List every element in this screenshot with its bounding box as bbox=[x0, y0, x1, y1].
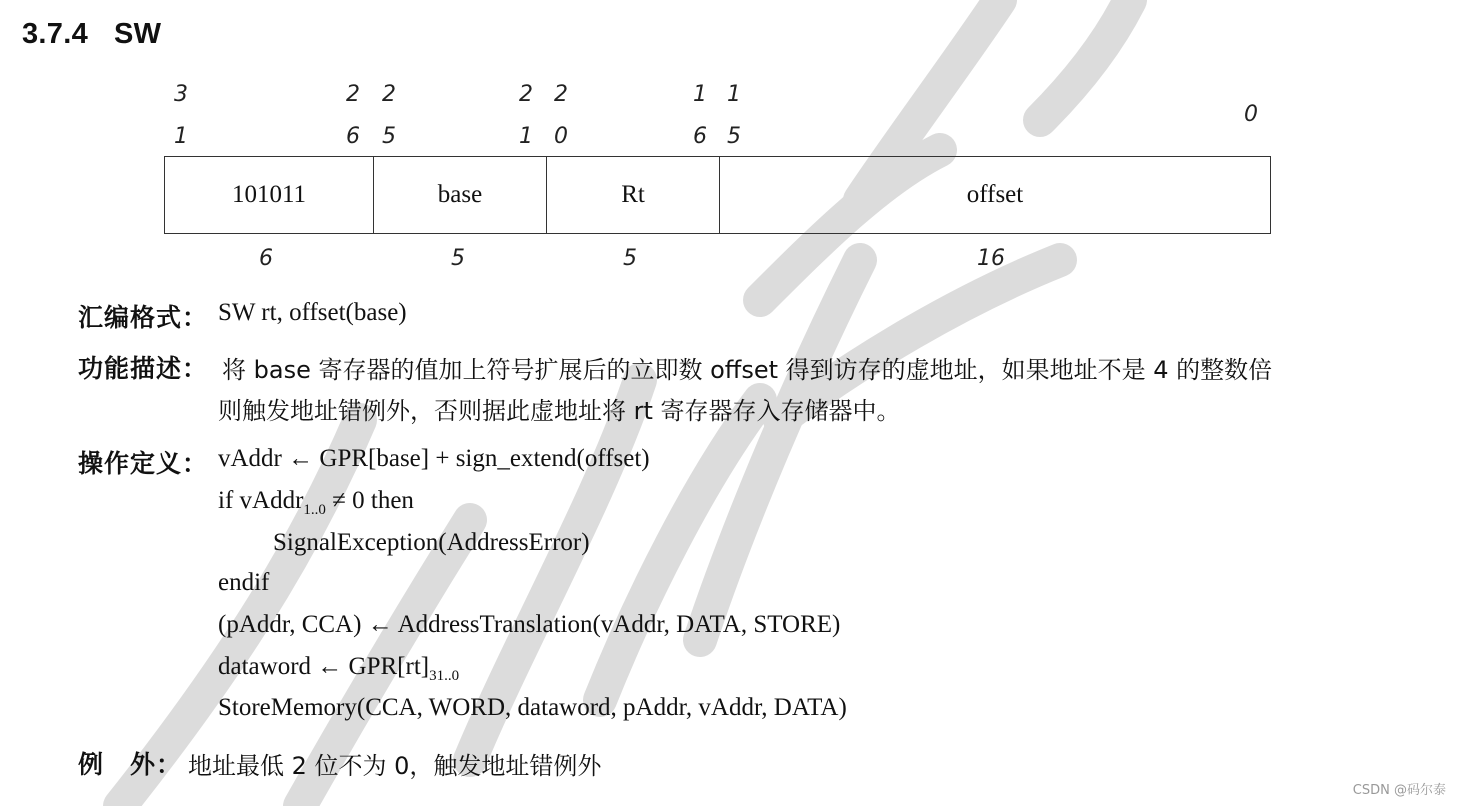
bit-16-lo: 6 bbox=[693, 124, 707, 149]
assign-arrow: ← bbox=[367, 611, 393, 638]
description-label: 功能描述： bbox=[78, 354, 209, 383]
operation-line-4: endif bbox=[218, 569, 270, 596]
operation-line-2: if vAddr$_{1..0}$ ≠ 0 then bbox=[218, 487, 414, 518]
bit-15-lo: 5 bbox=[727, 124, 741, 149]
bit-25-hi: 2 bbox=[382, 82, 396, 107]
bit-20-lo: 0 bbox=[554, 124, 568, 149]
bit-31-lo: 1 bbox=[174, 124, 188, 149]
description-line-1: 将 base 寄存器的值加上符号扩展后的立即数 offset 得到访存的虚地址，如果地址不是 4 的整数倍 bbox=[222, 356, 1273, 384]
opcode-width: 6 bbox=[259, 246, 273, 271]
bit-15-hi: 1 bbox=[727, 82, 741, 107]
operation-line-7: StoreMemory(CCA, WORD, dataword, pAddr, vAddr, DATA) bbox=[218, 694, 847, 721]
operation-line-6: dataword ← $GPR[rt]_{31..0}$ bbox=[218, 653, 460, 684]
operation-line-1: vAddr ← GPR[base] + sign_extend(offset) bbox=[218, 445, 650, 472]
operation-line-5: (pAddr, CCA) ← AddressTranslation(vAddr, DATA, STORE) bbox=[218, 611, 841, 638]
bit-16-hi: 1 bbox=[693, 82, 707, 107]
exception-label: 例 外： bbox=[78, 750, 183, 779]
exception-value: 地址最低 2 位不为 0，触发地址错例外 bbox=[188, 752, 602, 780]
description-line-2: 则触发地址错例外，否则据此虚地址将 rt 寄存器存入存储器中。 bbox=[218, 397, 901, 425]
assembly-value: SW rt, offset(base) bbox=[218, 299, 407, 326]
bit-20-hi: 2 bbox=[554, 82, 568, 107]
section-number: 3.7.4 bbox=[22, 18, 88, 50]
bit-21-lo: 1 bbox=[519, 124, 533, 149]
bit-26-lo: 6 bbox=[346, 124, 360, 149]
assign-arrow: ← bbox=[288, 445, 314, 472]
rt-width: 5 bbox=[623, 246, 637, 271]
offset-width: 16 bbox=[977, 246, 1005, 271]
operation-line-3: SignalException(AddressError) bbox=[273, 529, 590, 556]
opcode-field: 101011 bbox=[165, 157, 374, 233]
offset-field: offset bbox=[966, 181, 1024, 208]
bit-0: 0 bbox=[1244, 102, 1258, 127]
section-title bbox=[22, 18, 161, 51]
bit-26-hi: 2 bbox=[346, 82, 360, 107]
base-field: base bbox=[374, 157, 547, 233]
csdn-footer: CSDN @码尔泰 bbox=[1352, 783, 1446, 798]
bit-21-hi: 2 bbox=[519, 82, 533, 107]
assembly-label: 汇编格式： bbox=[78, 303, 209, 332]
assign-arrow: ← bbox=[317, 653, 343, 680]
section-name: SW bbox=[114, 18, 162, 50]
rt-field: Rt bbox=[547, 157, 720, 233]
bit-25-lo: 5 bbox=[382, 124, 396, 149]
instruction-encoding bbox=[164, 156, 1271, 234]
base-width: 5 bbox=[451, 246, 465, 271]
bit-31-hi: 3 bbox=[174, 82, 188, 107]
operation-label: 操作定义： bbox=[78, 449, 209, 478]
